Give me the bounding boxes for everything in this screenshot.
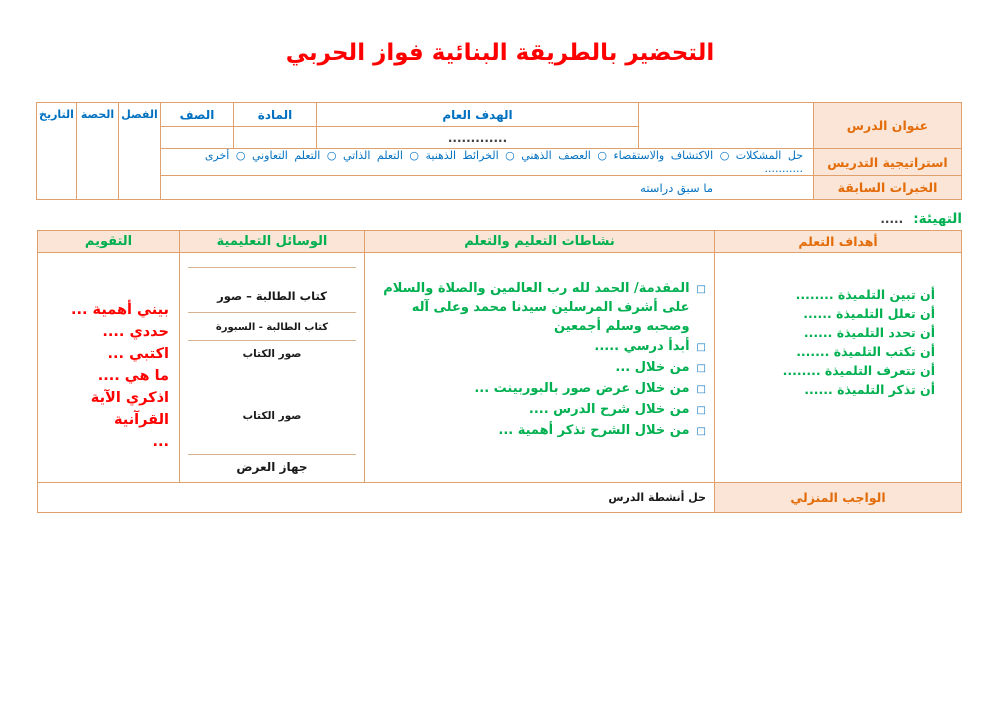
- main-table: [37, 230, 962, 513]
- lesson-title-value-cell: [639, 103, 814, 149]
- evaluation-header: التقويم: [38, 231, 180, 253]
- evaluation-item: حددي ....: [102, 324, 169, 340]
- activity-text: من خلال شرح الدرس ....: [528, 402, 690, 417]
- subject-value-cell: [234, 127, 317, 149]
- evaluation-item: اكتبي ...: [107, 346, 169, 362]
- activity-item: [375, 279, 706, 336]
- grade-value-cell: [161, 127, 234, 149]
- aids-cell: [180, 253, 365, 483]
- evaluation-list: [42, 299, 169, 453]
- activity-text: من خلال عرض صور بالبوربينت ...: [474, 381, 690, 396]
- aid-item: صور الكتاب: [188, 410, 356, 455]
- activity-item: [375, 358, 706, 378]
- evaluation-item: ...: [152, 434, 169, 450]
- checkbox-icon: □: [696, 405, 706, 416]
- strategy-label: استراتيجية التدريس: [814, 149, 962, 176]
- checkbox-icon: □: [696, 363, 706, 374]
- aid-item: [188, 253, 356, 268]
- preparation-dots: .....: [880, 212, 904, 226]
- activity-item: [375, 337, 706, 357]
- evaluation-item: ما هي ....: [97, 368, 169, 384]
- objectives-list: [723, 285, 935, 399]
- period-label: الحصة: [77, 103, 119, 200]
- aid-item: كتاب الطالبة - السبورة: [188, 322, 356, 341]
- evaluation-item: اذكري الآية القرآنية: [90, 390, 169, 428]
- general-objective-value: .............: [317, 127, 639, 149]
- aid-item: كتاب الطالبة – صور: [188, 289, 356, 313]
- homework-label: الواجب المنزلي: [715, 483, 962, 513]
- evaluation-cell: [38, 253, 180, 483]
- activity-item: [375, 400, 706, 420]
- page-title: التحضير بالطريقة البنائية فواز الحربي: [285, 40, 715, 66]
- header-table: [36, 102, 962, 200]
- objective-item: أن تحدد التلميذة ......: [803, 325, 935, 340]
- objective-item: أن تكتب التلميذة .......: [796, 344, 935, 359]
- objectives-header: أهداف التعلم: [715, 231, 962, 253]
- aids-list: [188, 253, 356, 474]
- activity-item: [375, 421, 706, 441]
- subject-label: المادة: [234, 103, 317, 127]
- grade-label: الصف: [161, 103, 234, 127]
- preparation-line: [38, 208, 962, 227]
- checkbox-icon: □: [696, 284, 706, 295]
- activity-text: المقدمة/ الحمد لله رب العالمين والصلاة والسلام على أشرف المرسلين سيدنا محمد وعلى آله وصحبه وسلم أجمعين: [383, 281, 690, 334]
- checkbox-icon: □: [696, 342, 706, 353]
- lesson-title-label: عنوان الدرس: [814, 103, 962, 149]
- activity-text: من خلال الشرح تذكر أهمية ...: [498, 423, 690, 438]
- objective-item: أن تتعرف التلميذة ........: [782, 363, 935, 378]
- prior-experience-label: الخبرات السابقة: [814, 176, 962, 200]
- date-label: التاريخ: [37, 103, 77, 200]
- class-label: الفصل: [119, 103, 161, 200]
- activities-cell: [365, 253, 715, 483]
- aid-item: جهاز العرض: [236, 460, 308, 474]
- activity-text: أبدأ درسي .....: [594, 339, 690, 354]
- objectives-cell: [715, 253, 962, 483]
- checkbox-icon: □: [696, 426, 706, 437]
- aid-item: صور الكتاب: [242, 348, 302, 360]
- activities-header: نشاطات التعليم والتعلم: [365, 231, 715, 253]
- general-objective-label: الهدف العام: [317, 103, 639, 127]
- prior-experience-value: ما سبق دراسته: [161, 176, 814, 200]
- preparation-label: التهيئة:: [913, 211, 962, 227]
- objective-item: أن تبين التلميذة ........: [795, 287, 935, 302]
- evaluation-item: بيني أهمية ...: [70, 302, 169, 318]
- objective-item: أن تذكر التلميذة ......: [804, 382, 935, 397]
- checkbox-icon: □: [696, 384, 706, 395]
- objective-item: أن تعلل التلميذة ......: [803, 306, 935, 321]
- strategy-options: حل المشكلات ○ الاكتشاف والاستقصاء ○ العصف الذهني ○ الخرائط الذهنية ○ التعلم الذاتي ○ التعلم التعاوني ○ أخرى ...........: [161, 149, 814, 176]
- aids-header: الوسائل التعليمية: [180, 231, 365, 253]
- activity-item: [375, 379, 706, 399]
- activity-text: من خلال ...: [615, 360, 690, 375]
- activities-list: [375, 279, 706, 441]
- homework-value: حل أنشطة الدرس: [38, 483, 715, 513]
